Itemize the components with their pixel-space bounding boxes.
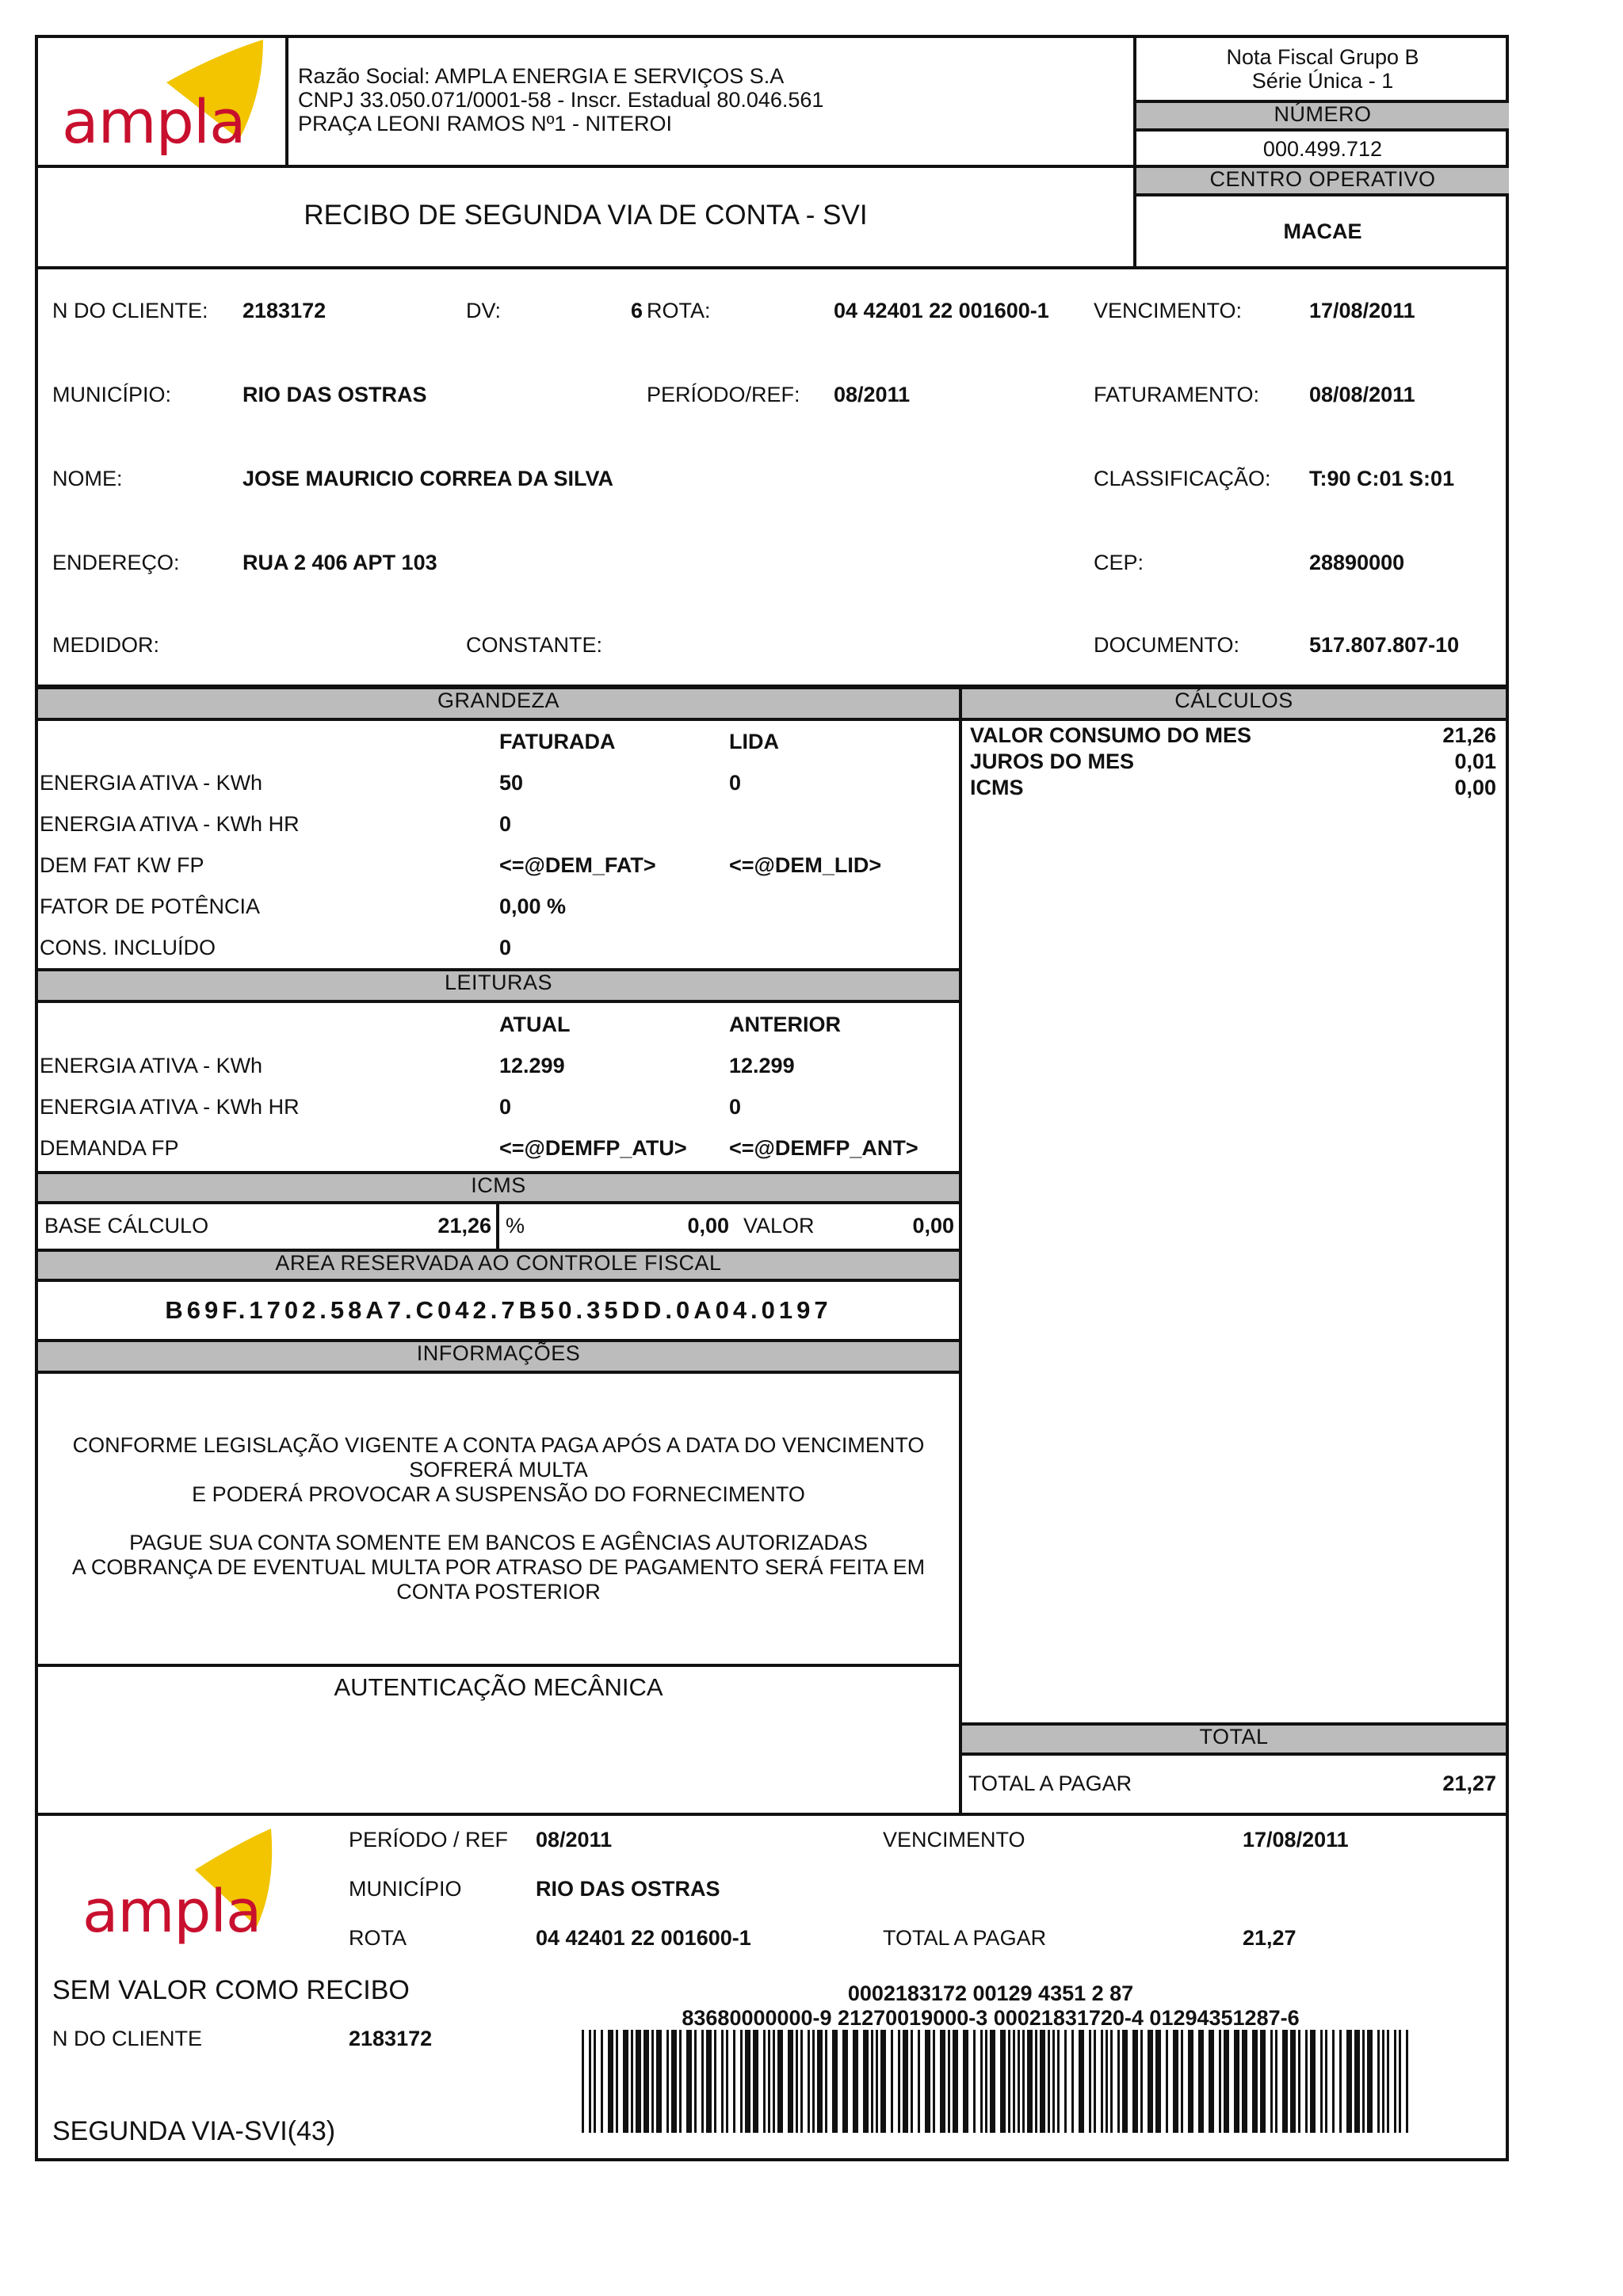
barcode-bar xyxy=(1224,2030,1229,2133)
total-value: 21,27 xyxy=(1442,1772,1496,1795)
icms-base-value: 21,26 xyxy=(437,1214,491,1238)
dv-label: DV: xyxy=(466,299,502,322)
barcode-bar xyxy=(601,2030,603,2133)
divider xyxy=(38,1664,959,1667)
stub-n-cliente-label: N DO CLIENTE xyxy=(52,2027,203,2050)
barcode-bar xyxy=(686,2030,692,2133)
grandeza-row-v2: 0 xyxy=(729,771,742,795)
barcode-bar xyxy=(825,2030,827,2133)
barcode-bar xyxy=(1310,2030,1316,2133)
barcode-bar xyxy=(948,2030,950,2133)
stub-vencimento-value: 17/08/2011 xyxy=(1243,1828,1349,1852)
icms-valor-label: VALOR xyxy=(743,1214,815,1238)
barcode-bar xyxy=(1013,2030,1015,2133)
barcode-bar xyxy=(1346,2030,1352,2133)
barcode-bar xyxy=(871,2030,873,2133)
barcode-bar xyxy=(679,2030,682,2133)
barcode-bar xyxy=(980,2030,983,2133)
barcode-bar xyxy=(880,2030,886,2133)
n-cliente-label: N DO CLIENTE: xyxy=(52,299,208,322)
calculos-row-label: ICMS xyxy=(970,776,1024,799)
icms-base-label: BASE CÁLCULO xyxy=(44,1214,209,1238)
ampla-logo-stub-text: ampla xyxy=(82,1878,262,1946)
municipio-value: RIO DAS OSTRAS xyxy=(242,383,427,406)
icms-pct-value: 0,00 xyxy=(687,1214,729,1238)
faturamento-label: FATURAMENTO: xyxy=(1094,383,1260,406)
barcode-bar xyxy=(1094,2030,1096,2133)
info-line: CONFORME LEGISLAÇÃO VIGENTE A CONTA PAGA APÓS A DATA DO VENCIMENTO xyxy=(72,1433,925,1457)
barcode-bar xyxy=(1270,2030,1273,2133)
barcode-bar xyxy=(1057,2030,1060,2133)
column-divider xyxy=(959,685,962,1816)
stub-municipio-value: RIO DAS OSTRAS xyxy=(536,1877,720,1901)
barcode-bar xyxy=(714,2030,716,2133)
barcode-bar xyxy=(694,2030,697,2133)
barcode-bar xyxy=(1332,2030,1335,2133)
barcode-bar xyxy=(842,2030,848,2133)
grandeza-row-v1: 0 xyxy=(499,812,512,836)
total-label: TOTAL A PAGAR xyxy=(968,1772,1132,1795)
barcode-bar xyxy=(832,2030,838,2133)
documento-value: 517.807.807-10 xyxy=(1309,633,1460,657)
barcode-bar xyxy=(1064,2030,1067,2133)
icms-valor-value: 0,00 xyxy=(912,1214,954,1238)
grandeza-row-v1: 0,00 % xyxy=(499,894,567,918)
barcode-bar xyxy=(1106,2030,1108,2133)
leituras-row-v2: 0 xyxy=(729,1095,742,1119)
divider xyxy=(285,35,288,168)
barcode-bar xyxy=(1008,2030,1010,2133)
grandeza-row-label: FATOR DE POTÊNCIA xyxy=(40,894,261,918)
grandeza-row-v2: <=@DEM_LID> xyxy=(729,853,882,877)
icms-band: ICMS xyxy=(38,1171,959,1204)
barcode-bar xyxy=(623,2030,628,2133)
grandeza-band: GRANDEZA xyxy=(38,686,959,721)
leituras-band: LEITURAS xyxy=(38,968,959,1003)
barcode-bar xyxy=(643,2030,649,2133)
grandeza-row-v1: 0 xyxy=(499,936,512,959)
barcode-bar xyxy=(631,2030,633,2133)
barcode-bar xyxy=(1252,2030,1258,2133)
barcode-bar xyxy=(1132,2030,1138,2133)
barcode-bar xyxy=(753,2030,758,2133)
barcode-bar xyxy=(1387,2030,1389,2133)
stub-municipio-label: MUNICÍPIO xyxy=(349,1877,462,1901)
barcode-bar xyxy=(1242,2030,1247,2133)
barcode-bar xyxy=(1089,2030,1091,2133)
barcode-bar xyxy=(876,2030,878,2133)
barcode-bar xyxy=(898,2030,900,2133)
barcode-bar xyxy=(796,2030,798,2133)
grandeza-row-label: CONS. INCLUÍDO xyxy=(40,936,216,959)
barcode-bar xyxy=(777,2030,783,2133)
barcode-bar xyxy=(582,2030,584,2133)
barcode-bar xyxy=(608,2030,613,2133)
vencimento-value: 17/08/2011 xyxy=(1309,299,1415,322)
barcode-bar xyxy=(589,2030,591,2133)
calculos-row-value: 21,26 xyxy=(1442,723,1496,747)
faturamento-value: 08/08/2011 xyxy=(1309,383,1415,406)
medidor-label: MEDIDOR: xyxy=(52,633,159,657)
barcode-bar xyxy=(1000,2030,1006,2133)
stub-periodo-label: PERÍODO / REF xyxy=(349,1828,509,1852)
informacoes-band: INFORMAÇÕES xyxy=(38,1339,959,1374)
numero-band: NÚMERO xyxy=(1136,100,1509,132)
grandeza-row-label: ENERGIA ATIVA - KWh HR xyxy=(40,812,300,836)
barcode-bar xyxy=(1022,2030,1025,2133)
barcode-bar xyxy=(1048,2030,1050,2133)
barcode-bar xyxy=(953,2030,958,2133)
total-band: TOTAL xyxy=(962,1722,1506,1756)
classificacao-value: T:90 C:01 S:01 xyxy=(1309,467,1455,490)
barcode-bar xyxy=(940,2030,945,2133)
barcode-bar xyxy=(1325,2030,1327,2133)
barcode-bar xyxy=(963,2030,968,2133)
stub-n-cliente-value: 2183172 xyxy=(349,2027,433,2050)
stub-total-value: 21,27 xyxy=(1243,1926,1296,1950)
barcode-bar xyxy=(1382,2030,1384,2133)
grandeza-row-label: ENERGIA ATIVA - KWh xyxy=(40,771,263,795)
barcode-bar xyxy=(1122,2030,1128,2133)
grandeza-row-v1: <=@DEM_FAT> xyxy=(499,853,656,877)
barcode-bar xyxy=(768,2030,770,2133)
info-line: A COBRANÇA DE EVENTUAL MULTA POR ATRASO DE PAGAMENTO SERÁ FEITA EM xyxy=(71,1555,926,1579)
barcode-bar xyxy=(656,2030,662,2133)
info-line: E PODERÁ PROVOCAR A SUSPENSÃO DO FORNECIMENTO xyxy=(192,1482,805,1506)
barcode-bar xyxy=(726,2030,728,2133)
barcode-bar xyxy=(800,2030,803,2133)
barcode-bar xyxy=(1394,2030,1396,2133)
leituras-col-atual: ATUAL xyxy=(499,1013,571,1036)
barcode-bar xyxy=(1079,2030,1084,2133)
leituras-row-label: ENERGIA ATIVA - KWh HR xyxy=(40,1095,300,1119)
icms-pct-label: % xyxy=(506,1214,525,1238)
fiscal-band: AREA RESERVADA AO CONTROLE FISCAL xyxy=(38,1249,959,1282)
stub-vencimento-label: VENCIMENTO xyxy=(883,1828,1025,1852)
leituras-row-label: DEMANDA FP xyxy=(40,1136,179,1160)
stub-rota-label: ROTA xyxy=(349,1926,407,1950)
barcode-bar xyxy=(1166,2030,1168,2133)
barcode-bar xyxy=(594,2030,596,2133)
ampla-logo xyxy=(55,38,269,165)
endereco-value: RUA 2 406 APT 103 xyxy=(242,551,437,574)
barcode-bar xyxy=(1071,2030,1074,2133)
barcode-bar xyxy=(891,2030,893,2133)
leituras-row-v1: <=@DEMFP_ATU> xyxy=(499,1136,687,1160)
barcode-bar xyxy=(745,2030,750,2133)
periodo-label: PERÍODO/REF: xyxy=(647,383,800,406)
barcode-bar xyxy=(1339,2030,1342,2133)
barcode-bar xyxy=(1399,2030,1401,2133)
barcode-bar xyxy=(1035,2030,1037,2133)
centro-operativo-band: CENTRO OPERATIVO xyxy=(1136,165,1509,196)
barcode-bar xyxy=(1040,2030,1045,2133)
barcode-bar xyxy=(1260,2030,1266,2133)
barcode-bar xyxy=(733,2030,735,2133)
leituras-row-v2: <=@DEMFP_ANT> xyxy=(729,1136,918,1160)
barcode-bar xyxy=(1298,2030,1300,2133)
barcode-bar xyxy=(853,2030,858,2133)
company-cnpj: CNPJ 33.050.071/0001-58 - Inscr. Estadual 80.046.561 xyxy=(298,88,824,112)
leituras-row-v1: 0 xyxy=(499,1095,512,1119)
numero-value: 000.499.712 xyxy=(1262,137,1383,161)
stub-total-label: TOTAL A PAGAR xyxy=(883,1926,1047,1950)
barcode-bar xyxy=(817,2030,823,2133)
barcode-bar xyxy=(1173,2030,1178,2133)
grandeza-col-lida: LIDA xyxy=(729,730,779,753)
leituras-row-label: ENERGIA ATIVA - KWh xyxy=(40,1054,263,1077)
info-line: CONTA POSTERIOR xyxy=(396,1580,601,1604)
nota-fiscal-title: Nota Fiscal Grupo B xyxy=(1226,45,1419,69)
divider xyxy=(496,1203,499,1250)
barcode-bar xyxy=(666,2030,669,2133)
barcode-bar xyxy=(740,2030,743,2133)
divider xyxy=(35,165,1136,168)
barcode-bar xyxy=(911,2030,913,2133)
calculos-row-label: VALOR CONSUMO DO MES xyxy=(970,723,1252,747)
barcode-bar xyxy=(706,2030,712,2133)
company-name: Razão Social: AMPLA ENERGIA E SERVIÇOS S.A xyxy=(298,64,785,88)
barcode-bar xyxy=(773,2030,775,2133)
barcode-bar xyxy=(1018,2030,1020,2133)
barcode-bar xyxy=(1354,2030,1360,2133)
nota-fiscal-serie: Série Única - 1 xyxy=(1251,69,1394,93)
autenticacao-title: AUTENTICAÇÃO MECÂNICA xyxy=(334,1673,663,1701)
barcode-bar xyxy=(1290,2030,1296,2133)
barcode-bar xyxy=(863,2030,869,2133)
info-line: SOFRERÁ MULTA xyxy=(409,1458,588,1482)
sem-valor-recibo: SEM VALOR COMO RECIBO xyxy=(52,1975,410,2005)
documento-label: DOCUMENTO: xyxy=(1094,633,1240,657)
barcode-bar xyxy=(651,2030,654,2133)
fiscal-code: B69F.1702.58A7.C042.7B50.35DD.0A04.0197 xyxy=(165,1296,832,1324)
barcode-bar xyxy=(933,2030,935,2133)
barcode-bar xyxy=(636,2030,641,2133)
barcode-bar xyxy=(1377,2030,1380,2133)
vencimento-label: VENCIMENTO: xyxy=(1094,299,1243,322)
n-cliente-value: 2183172 xyxy=(242,299,327,322)
grandeza-row-label: DEM FAT KW FP xyxy=(40,853,204,877)
barcode-bar xyxy=(1052,2030,1055,2133)
barcode-bar xyxy=(616,2030,618,2133)
rota-value: 04 42401 22 001600-1 xyxy=(834,299,1049,322)
barcode xyxy=(582,2030,1415,2133)
barcode-bar xyxy=(1110,2030,1113,2133)
classificacao-label: CLASSIFICAÇÃO: xyxy=(1094,467,1271,490)
barcode-bar xyxy=(990,2030,995,2133)
calculos-row-value: 0,01 xyxy=(1454,749,1496,773)
company-address: PRAÇA LEONI RAMOS Nº1 - NITEROI xyxy=(298,112,672,135)
endereco-label: ENDEREÇO: xyxy=(52,551,180,574)
grandeza-row-v1: 50 xyxy=(499,771,524,795)
centro-operativo-value: MACAE xyxy=(1283,219,1362,243)
leituras-col-anterior: ANTERIOR xyxy=(729,1013,841,1036)
barcode-bar xyxy=(1275,2030,1277,2133)
barcode-bar xyxy=(1282,2030,1288,2133)
barcode-bar xyxy=(763,2030,766,2133)
calculos-row-label: JUROS DO MES xyxy=(970,749,1135,773)
barcode-bar xyxy=(812,2030,815,2133)
stub-periodo-value: 08/2011 xyxy=(536,1828,613,1852)
info-line: PAGUE SUA CONTA SOMENTE EM BANCOS E AGÊNCIAS AUTORIZADAS xyxy=(129,1531,868,1554)
barcode-bar xyxy=(1117,2030,1120,2133)
barcode-number-line2: 83680000000-9 21270019000-3 00021831720-4 01294351287-6 xyxy=(682,2006,1300,2030)
barcode-bar xyxy=(1188,2030,1193,2133)
stub-rota-value: 04 42401 22 001600-1 xyxy=(536,1926,751,1950)
recibo-title: RECIBO DE SEGUNDA VIA DE CONTA - SVI xyxy=(304,200,868,231)
barcode-bar xyxy=(808,2030,810,2133)
barcode-number-line1: 0002183172 00129 4351 2 87 xyxy=(847,1981,1134,2005)
municipio-label: MUNICÍPIO: xyxy=(52,383,172,406)
cep-value: 28890000 xyxy=(1309,551,1405,574)
barcode-bar xyxy=(1234,2030,1239,2133)
ampla-logo-text: ampla xyxy=(62,86,246,157)
segunda-via-label: SEGUNDA VIA-SVI(43) xyxy=(52,2116,336,2146)
barcode-bar xyxy=(1362,2030,1365,2133)
barcode-bar xyxy=(903,2030,908,2133)
grandeza-col-faturada: FATURADA xyxy=(499,730,616,753)
barcode-bar xyxy=(918,2030,920,2133)
barcode-bar xyxy=(1219,2030,1221,2133)
barcode-bar xyxy=(1320,2030,1323,2133)
cep-label: CEP: xyxy=(1094,551,1144,574)
barcode-bar xyxy=(1181,2030,1183,2133)
barcode-bar xyxy=(1305,2030,1308,2133)
barcode-bar xyxy=(1140,2030,1143,2133)
barcode-bar xyxy=(721,2030,724,2133)
leituras-row-v2: 12.299 xyxy=(729,1054,795,1077)
nome-value: JOSE MAURICIO CORREA DA SILVA xyxy=(242,467,614,490)
constante-label: CONSTANTE: xyxy=(466,633,603,657)
leituras-row-v1: 12.299 xyxy=(499,1054,565,1077)
ampla-logo-stub xyxy=(76,1822,290,1957)
barcode-bar xyxy=(985,2030,987,2133)
barcode-bar xyxy=(925,2030,930,2133)
barcode-bar xyxy=(1155,2030,1161,2133)
barcode-bar xyxy=(701,2030,704,2133)
barcode-bar xyxy=(1406,2030,1408,2133)
barcode-bar xyxy=(788,2030,793,2133)
barcode-bar xyxy=(1148,2030,1153,2133)
calculos-band: CÁLCULOS xyxy=(962,686,1506,721)
nome-label: NOME: xyxy=(52,467,123,490)
barcode-bar xyxy=(671,2030,677,2133)
periodo-value: 08/2011 xyxy=(834,383,911,406)
dv-value: 6 xyxy=(631,299,643,322)
barcode-bar xyxy=(1027,2030,1033,2133)
rota-label: ROTA: xyxy=(647,299,711,322)
barcode-bar xyxy=(1101,2030,1103,2133)
barcode-bar xyxy=(1198,2030,1204,2133)
barcode-bar xyxy=(1367,2030,1373,2133)
barcode-bar xyxy=(973,2030,976,2133)
calculos-row-value: 0,00 xyxy=(1454,776,1496,799)
barcode-bar xyxy=(1209,2030,1214,2133)
